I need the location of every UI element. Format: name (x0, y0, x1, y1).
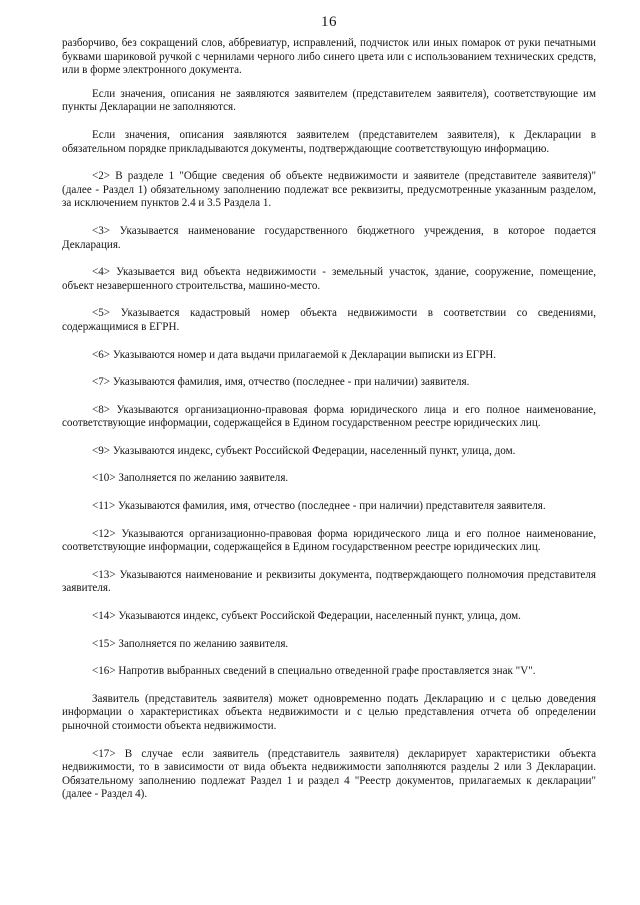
footnote-4: <4> Указывается вид объекта недвижимости - земельный участок, здание, сооружение, помещение, объект незавершенного строительства, машино-место. (62, 266, 596, 292)
footnote-12: <12> Указываются организационно-правовая форма юридического лица и его полное наименование, соответствующие информации, содержащейся в Едином государственном реестре юридических лиц. (62, 527, 596, 554)
footnote-15: <15> Заполняется по желанию заявителя. (92, 637, 289, 650)
footnote-9: <9> Указываются индекс, субъект Российской Федерации, населенный пункт, улица, дом. (92, 444, 516, 457)
footnote-8: <8> Указываются организационно-правовая форма юридического лица и его полное наименование, соответствующие информации, содержащейся в Едином государственном реестре юридических лиц. (62, 403, 596, 430)
footnote-3: <3> Указывается наименование государственного бюджетного учреждения, в которое подается Декларация. (62, 224, 596, 251)
footnote-6: <6> Указываются номер и дата выдачи прилагаемой к Декларации выписки из ЕГРН. (92, 348, 497, 361)
paragraph-simultaneous-filing: Заявитель (представитель заявителя) может одновременно подать Декларацию и с целью доведения информации о характеристиках объекта недвижимости и с целью представления отчета об определении рыночной стоимости объекта недвижимости. (62, 692, 596, 732)
footnote-14: <14> Указываются индекс, субъект Российской Федерации, населенный пункт, улица, дом. (92, 610, 521, 623)
footnote-17: <17> В случае если заявитель (представитель заявителя) декларирует характеристики объекта недвижимости, то в зависимости от вида объекта недвижимости заполняются разделы 2 или 3 Декларации. Обязательному заполнению подлежат Раздел 1 и раздел 4 "Реестр документов, прилагаемых к декларации" (далее - Раздел 4). (62, 747, 596, 801)
footnote-11: <11> Указываются фамилия, имя, отчество (последнее - при наличии) представителя заявителя. (92, 500, 546, 513)
footnote-10: <10> Заполняется по желанию заявителя. (92, 472, 289, 485)
page-number: 16 (321, 14, 337, 30)
paragraph-continuation: разборчиво, без сокращений слов, аббревиатур, исправлений, подчисток или иных помарок от руки печатными буквами шариковой ручкой с чернилами черного либо синего цвета или с использованием технических средств, или в форме электронного документа. (62, 37, 596, 77)
paragraph-declared-documents: Если значения, описания заявляются заявителем (представителем заявителя), к Декларации в обязательном порядке прикладываются документы, подтверждающие соответствующую информацию. (62, 128, 596, 155)
paragraph-not-declared: Если значения, описания не заявляются заявителем (представителем заявителя), соответствующие им пункты Декларации не заполняются. (62, 87, 596, 114)
footnote-16: <16> Напротив выбранных сведений в специально отведенной графе проставляется знак "V". (92, 665, 536, 678)
footnote-13: <13> Указываются наименование и реквизиты документа, подтверждающего полномочия представителя заявителя. (62, 568, 596, 595)
footnote-5: <5> Указывается кадастровый номер объекта недвижимости в соответствии со сведениями, содержащимися в ЕГРН. (62, 307, 596, 333)
footnote-2: <2> В разделе 1 "Общие сведения об объекте недвижимости и заявителе (представителе заявителя)" (далее - Раздел 1) обязательному заполнению подлежат все реквизиты, предусмотренные указанным разделом, за исключением пунктов 2.4 и 3.5 Раздела 1. (62, 170, 596, 210)
footnote-7: <7> Указываются фамилия, имя, отчество (последнее - при наличии) заявителя. (92, 376, 470, 389)
